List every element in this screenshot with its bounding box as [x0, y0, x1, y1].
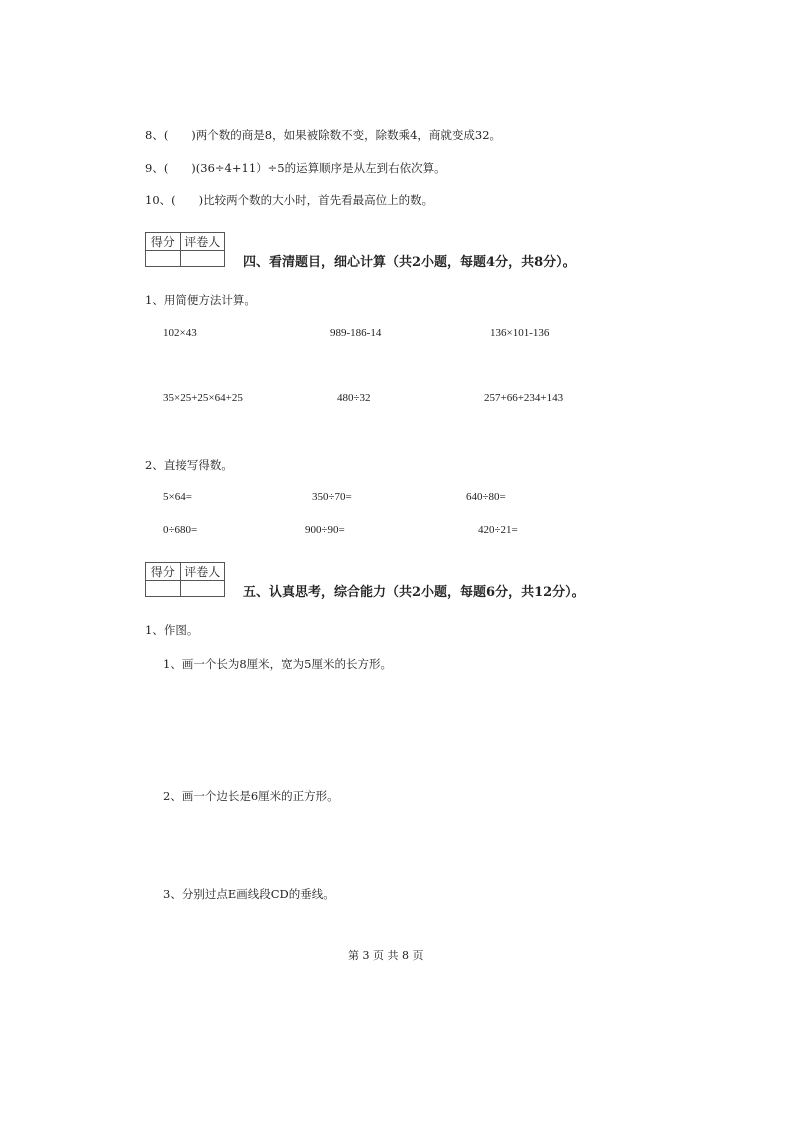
section4-q2-prompt: 2、直接写得数。: [145, 458, 233, 472]
question-9: 9、( )(36÷4+11）÷5的运算顺序是从左到右依次算。: [145, 161, 446, 175]
drawing-task: 1、画一个长为8厘米，宽为5厘米的长方形。: [163, 657, 392, 671]
direct-answer-item: 420÷21=: [478, 524, 518, 536]
score-box-section5: [145, 562, 225, 597]
calc-expression: 136×101-136: [490, 327, 550, 339]
score-box-section4: [145, 232, 225, 267]
grader-cell[interactable]: [180, 251, 224, 267]
drawing-task: 2、画一个边长是6厘米的正方形。: [163, 789, 339, 803]
drawing-task: 3、分别过点E画线段CD的垂线。: [163, 887, 335, 901]
score-label: 得分: [146, 233, 181, 251]
grader-label: 评卷人: [180, 233, 224, 251]
grader-label: 评卷人: [180, 563, 224, 581]
section4-title: 四、看清题目，细心计算（共2小题，每题4分，共8分）。: [243, 255, 576, 270]
page-number: 第 3 页 共 8 页: [348, 949, 424, 962]
grader-cell[interactable]: [180, 581, 224, 597]
direct-answer-item: 900÷90=: [305, 524, 345, 536]
direct-answer-item: 0÷680=: [163, 524, 198, 536]
question-8: 8、( )两个数的商是8，如果被除数不变，除数乘4，商就变成32。: [145, 128, 502, 142]
section4-q1-prompt: 1、用简便方法计算。: [145, 293, 256, 307]
calc-expression: 257+66+234+143: [484, 392, 564, 404]
score-cell[interactable]: [146, 581, 181, 597]
direct-answer-item: 350÷70=: [312, 491, 352, 503]
calc-expression: 35×25+25×64+25: [163, 392, 243, 404]
question-10: 10、( )比较两个数的大小时，首先看最高位上的数。: [145, 193, 434, 207]
section5-title: 五、认真思考，综合能力（共2小题，每题6分，共12分）。: [243, 585, 585, 600]
calc-expression: 480÷32: [337, 392, 371, 404]
calc-expression: 989-186-14: [330, 327, 382, 339]
direct-answer-item: 5×64=: [163, 491, 192, 503]
section5-q1-prompt: 1、作图。: [145, 623, 199, 637]
direct-answer-item: 640÷80=: [466, 491, 506, 503]
score-label: 得分: [146, 563, 181, 581]
score-cell[interactable]: [146, 251, 181, 267]
calc-expression: 102×43: [163, 327, 197, 339]
